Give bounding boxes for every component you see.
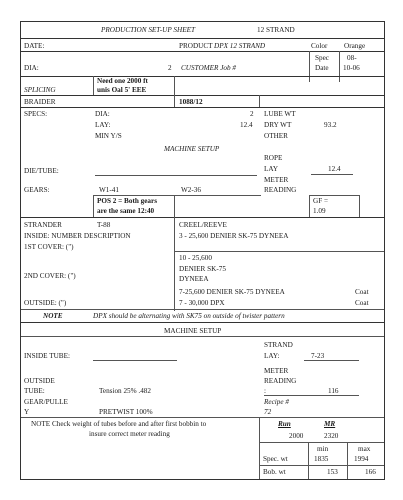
color-value: Orange [344,42,366,50]
date-value: 08- [347,54,357,62]
second-cover-desc: 10 - 25,600 [179,254,212,262]
second-cover-desc: DENIER SK-75 [179,265,226,273]
divider [259,417,260,479]
field-line [264,395,359,396]
splicing-note: unis Oal 5' EEE [97,86,147,94]
divider [174,95,175,107]
field-line [304,360,359,361]
divider [21,322,384,323]
bob-wt-2: 166 [365,468,376,476]
run-label: Run [278,420,291,428]
dia-value: 2 [168,64,172,72]
divider [93,195,94,217]
machine-setup-title: MACHINE SETUP [164,145,220,153]
weight-note: insure correct meter reading [89,430,170,438]
divider [21,107,384,108]
first-cover-label: 1ST COVER: (") [24,243,74,251]
min-label: min [317,445,329,453]
strander-label: STRANDER [24,221,62,229]
mr-label: MR [324,420,336,428]
gear-pulley-label: GEAR/PULLE [24,398,68,406]
dry-wt-value: 93.2 [324,121,337,129]
other-label: OTHER [264,132,288,140]
sheet-title: PRODUCTION SET-UP SHEET [101,26,195,34]
divider [308,442,309,479]
production-setup-sheet [20,21,385,480]
divider [21,217,384,218]
divider [21,51,384,52]
strand-lay-label: STRAND [264,341,293,349]
field-line [95,175,257,176]
divider [359,195,360,217]
outside-label: OUTSIDE: (") [24,299,67,307]
spec-date-label: Spec [315,54,329,62]
divider [309,195,310,217]
inside-label: INSIDE: NUMBER DESCRIPTION [24,232,131,240]
outside-tube-label: TUBE: [24,387,45,395]
tension-value: Tension 25% .482 [99,387,151,395]
pos-note: POS 2 = Both gears [97,197,157,205]
gear-2: W2-36 [181,186,201,194]
braider-value: 1088/12 [179,98,203,106]
specs-label: SPECS: [24,110,48,118]
divider [309,195,359,196]
note-label: NOTE [43,312,63,320]
rope-lay-value: 12.4 [328,165,341,173]
splicing-label: SPLICING [24,86,56,94]
recipe-label: Recipe # [264,398,289,406]
inside-value: 3 - 25,600 DENIER SK-75 DYNEEA [179,232,289,240]
max-label: max [358,445,371,453]
divider [93,76,94,95]
mr-value: 2320 [324,432,339,440]
specs-dia-label: DIA: [95,110,110,118]
outside-value: 7 - 30,000 DPX [179,299,225,307]
die-tube-label: DIE/TUBE: [24,167,59,175]
weight-note: NOTE Check weight of tubes before and after first bobbin to [31,420,207,428]
machine-setup-title: MACHINE SETUP [164,327,222,335]
gf-value: 1.09 [313,207,326,215]
spec-wt-label: Spec. wt [263,455,288,463]
divider [259,442,384,443]
divider [21,336,384,337]
product-label: PRODUCT [179,42,213,50]
dry-wt-label: DRY WT [264,121,292,129]
inside-tube-label: INSIDE TUBE: [24,352,70,360]
divider [93,195,261,196]
divider [21,76,384,77]
divider [259,95,260,107]
strand-lay-label: LAY: [264,352,280,360]
run-value: 2000 [289,432,304,440]
date-value: 10-06 [343,64,360,72]
divider [21,38,384,39]
pos-note: are the same 12:40 [97,207,155,215]
strand-lay-value: 7-23 [311,352,325,360]
second-cover-desc: DYNEEA [179,275,209,283]
divider [174,195,175,217]
meter-reading-value: 116 [328,387,339,395]
field-line [311,174,353,175]
coat-label: Coat [355,288,369,296]
specs-lay-label: LAY: [95,121,111,129]
braider-label: BRAIDER [24,98,56,106]
meter-reading-label: READING [264,186,297,194]
divider [21,309,384,310]
meter-reading-label: : [264,387,266,395]
specs-dia-value: 2 [250,110,254,118]
gear-pulley-label: Y [24,408,30,416]
strand-label: 12 STRAND [257,26,295,34]
dia-label: DIA: [24,64,39,72]
note-text: DPX should be alternating with SK75 on outside of twister pattern [93,312,285,320]
seven-line: 7-25,600 DENIER SK-75 DYNEEA [179,288,285,296]
spec-wt-max: 1994 [354,455,369,463]
gears-label: GEARS: [24,186,50,194]
date-label: DATE: [24,42,45,50]
specs-lay-value: 12.4 [240,121,253,129]
pretwist-value: PRETWIST 100% [99,408,153,416]
spec-wt-min: 1835 [314,455,329,463]
splicing-note: Need one 2000 ft [97,77,148,85]
min-ys-label: MIN Y/S [95,132,122,140]
recipe-value: 72 [264,408,272,416]
product-value: DPX 12 STRAND [214,42,266,50]
spec-date-label: Date [315,64,329,72]
creel-reeve-label: CREEL/REEVE [179,221,227,229]
divider [339,51,340,82]
outside-tube-label: OUTSIDE [24,377,55,385]
rope-lay-label: ROPE [264,154,283,162]
strander-value: T-88 [97,221,111,229]
meter-reading-label: METER [264,367,289,375]
gf-label: GF = [313,197,329,205]
divider [174,76,175,95]
divider [21,95,384,96]
meter-reading-label: METER [264,176,289,184]
meter-reading-label: READING [264,377,297,385]
color-label: Color [311,42,328,50]
bob-wt-label: Bob. wt [263,468,286,476]
divider [174,217,175,311]
lube-wt-label: LUBE WT [264,110,296,118]
divider [347,442,348,479]
divider [259,465,384,466]
field-line [93,360,177,361]
second-cover-label: 2ND COVER: (") [24,272,76,280]
rope-lay-label: LAY [264,165,279,173]
customer-job-label: CUSTOMER Job # [181,64,236,72]
coat-label: Coat [355,299,369,307]
divider [21,417,384,418]
gear-1: W1-41 [99,186,119,194]
bob-wt-1: 153 [327,468,338,476]
divider [174,251,384,252]
